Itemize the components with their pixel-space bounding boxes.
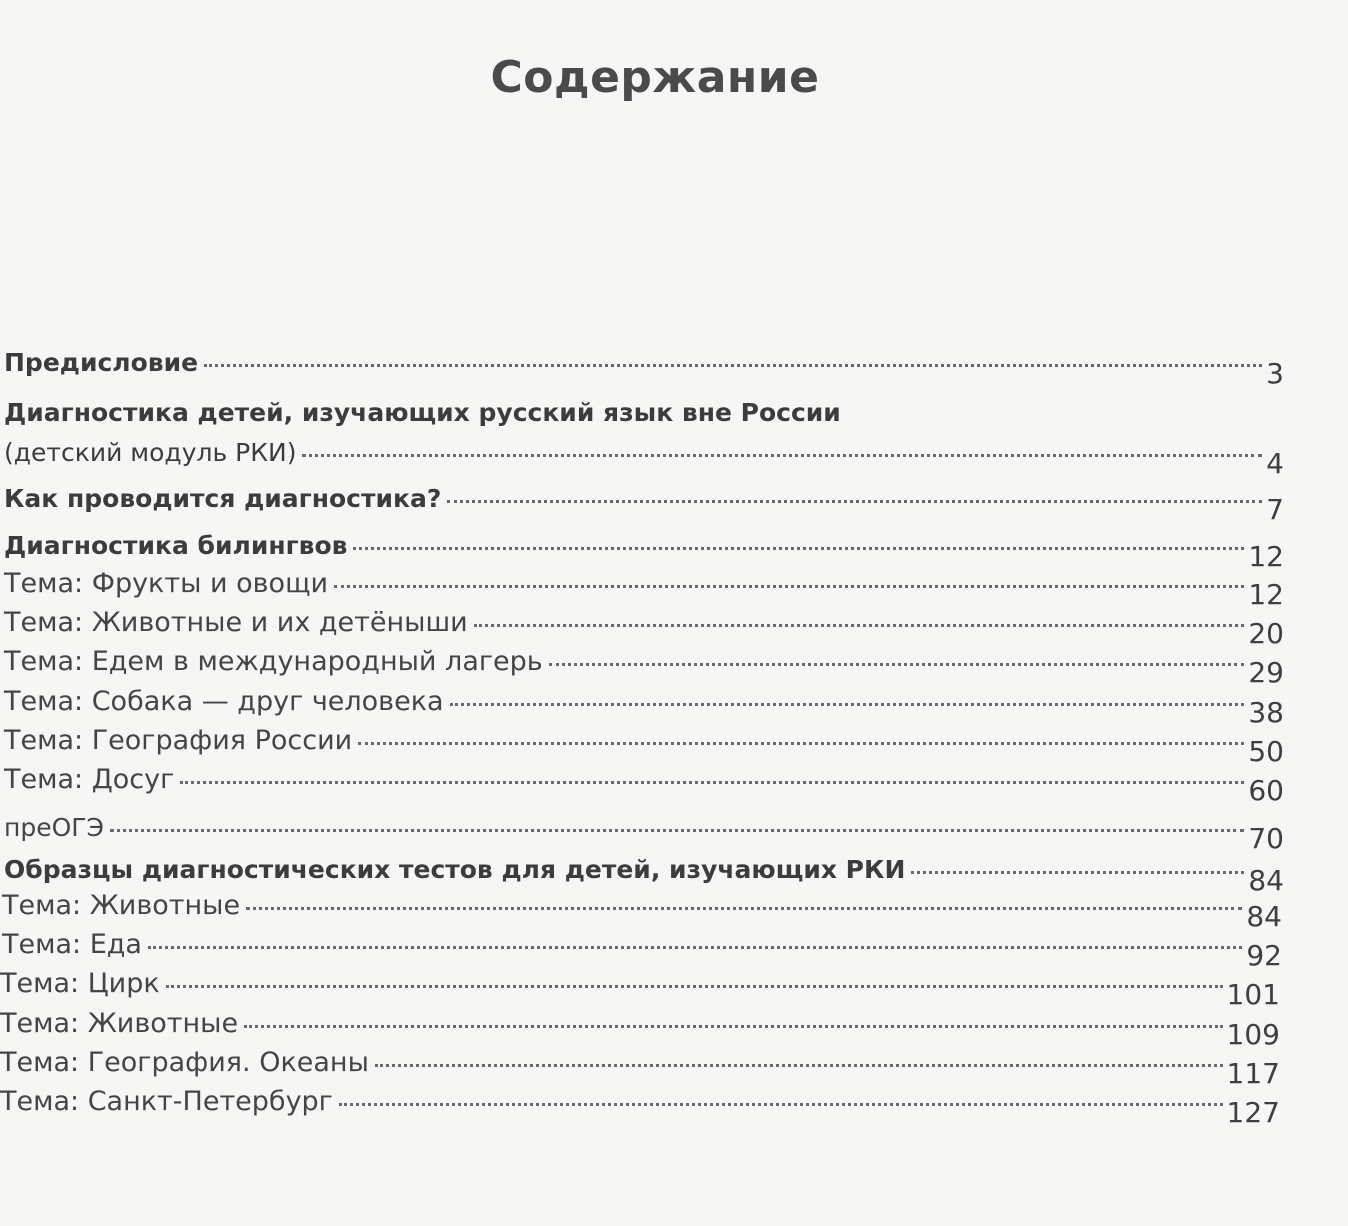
dot-leader	[110, 829, 1244, 832]
dot-leader	[447, 500, 1262, 503]
toc-entry-label: Тема: Еда	[2, 929, 142, 960]
dot-leader	[911, 871, 1244, 874]
toc-entry-label: Тема: Фрукты и овощи	[4, 568, 329, 599]
toc-entry-label: Диагностика билингвов	[4, 531, 348, 560]
toc-entry-topic[interactable]	[4, 723, 1284, 768]
toc-entry-page: 12	[1248, 540, 1284, 573]
toc-entry-page: 12	[1248, 578, 1284, 611]
toc-entry-page: 29	[1248, 656, 1284, 689]
toc-entry-page: 3	[1266, 357, 1284, 390]
dot-leader	[302, 454, 1262, 457]
toc-entry-page: 117	[1226, 1057, 1280, 1090]
toc-entry-label: Тема: Санкт-Петербург	[0, 1086, 333, 1117]
toc-entry-label: Тема: География. Океаны	[0, 1047, 369, 1078]
toc-entry-title-line: Диагностика детей, изучающих русский язык вне России	[4, 398, 841, 427]
dot-leader	[450, 703, 1245, 706]
toc-entry-diag-abroad[interactable]	[4, 435, 1284, 480]
toc-entry-label: Тема: География России	[4, 725, 353, 756]
toc-entry-topic[interactable]	[0, 1084, 1280, 1129]
toc-entry-topic[interactable]	[0, 966, 1280, 1011]
toc-entry-page: 20	[1248, 617, 1284, 650]
dot-leader	[334, 585, 1244, 588]
toc-entry-label: Как проводится диагностика?	[4, 484, 442, 513]
dot-leader	[353, 547, 1244, 550]
toc-entry-preoge[interactable]	[4, 810, 1284, 855]
toc-entry-page: 92	[1246, 939, 1282, 972]
dot-leader	[474, 624, 1245, 627]
dot-leader	[246, 907, 1242, 910]
toc-entry-label: Предисловие	[4, 348, 199, 377]
toc-entry-label: преОГЭ	[4, 813, 104, 842]
toc-entry-topic[interactable]	[2, 888, 1282, 933]
toc-entry-page: 84	[1246, 900, 1282, 933]
dot-leader	[148, 946, 1242, 949]
toc-entry-page: 127	[1226, 1096, 1280, 1129]
toc-entry-topic[interactable]	[4, 605, 1284, 650]
toc-entry-how[interactable]	[4, 481, 1284, 526]
toc-entry-label: Тема: Досуг	[4, 764, 175, 795]
toc-entry-label: Тема: Едем в международный лагерь	[4, 646, 543, 677]
toc-entry-topic[interactable]	[4, 684, 1284, 729]
toc-entry-topic[interactable]	[4, 644, 1284, 689]
toc-entry-page: 101	[1226, 978, 1280, 1011]
dot-leader	[358, 742, 1244, 745]
toc-entry-label: Тема: Цирк	[0, 968, 160, 999]
dot-leader	[180, 781, 1244, 784]
toc-entry-page: 7	[1266, 493, 1284, 526]
toc-entry-page: 109	[1226, 1018, 1280, 1051]
toc-entry-label: Тема: Животные	[0, 1008, 239, 1039]
toc-entry-page: 4	[1266, 447, 1284, 480]
toc-entry-label: Тема: Животные и их детёныши	[4, 607, 468, 638]
toc-entry-label: (детский модуль РКИ)	[4, 438, 297, 467]
toc-entry-topic[interactable]	[4, 566, 1284, 611]
dot-leader	[549, 663, 1245, 666]
toc-entry-topic[interactable]	[0, 1045, 1280, 1090]
toc-entry-samples[interactable]	[4, 852, 1284, 897]
dot-leader	[166, 985, 1223, 988]
dot-leader	[339, 1103, 1223, 1106]
toc-entry-label: Тема: Животные	[2, 890, 241, 921]
toc-entry-bilingual[interactable]	[4, 528, 1284, 573]
toc-entry-page: 60	[1248, 774, 1284, 807]
toc-entry-page: 70	[1248, 822, 1284, 855]
toc-entry-label: Тема: Собака — друг человека	[4, 686, 444, 717]
page-title: Содержание	[490, 52, 820, 103]
toc-entry-topic[interactable]	[4, 762, 1284, 807]
dot-leader	[204, 364, 1262, 367]
toc-entry-page: 84	[1248, 864, 1284, 897]
toc-entry-topic[interactable]	[2, 927, 1282, 972]
dot-leader	[244, 1025, 1222, 1028]
dot-leader	[375, 1064, 1223, 1067]
toc-entry-label: Образцы диагностических тестов для детей, изучающих РКИ	[4, 855, 906, 884]
toc-entry-topic[interactable]	[0, 1006, 1280, 1051]
toc-entry-page: 50	[1248, 735, 1284, 768]
toc-entry-page: 38	[1248, 696, 1284, 729]
toc-entry-preface[interactable]	[4, 345, 1284, 390]
